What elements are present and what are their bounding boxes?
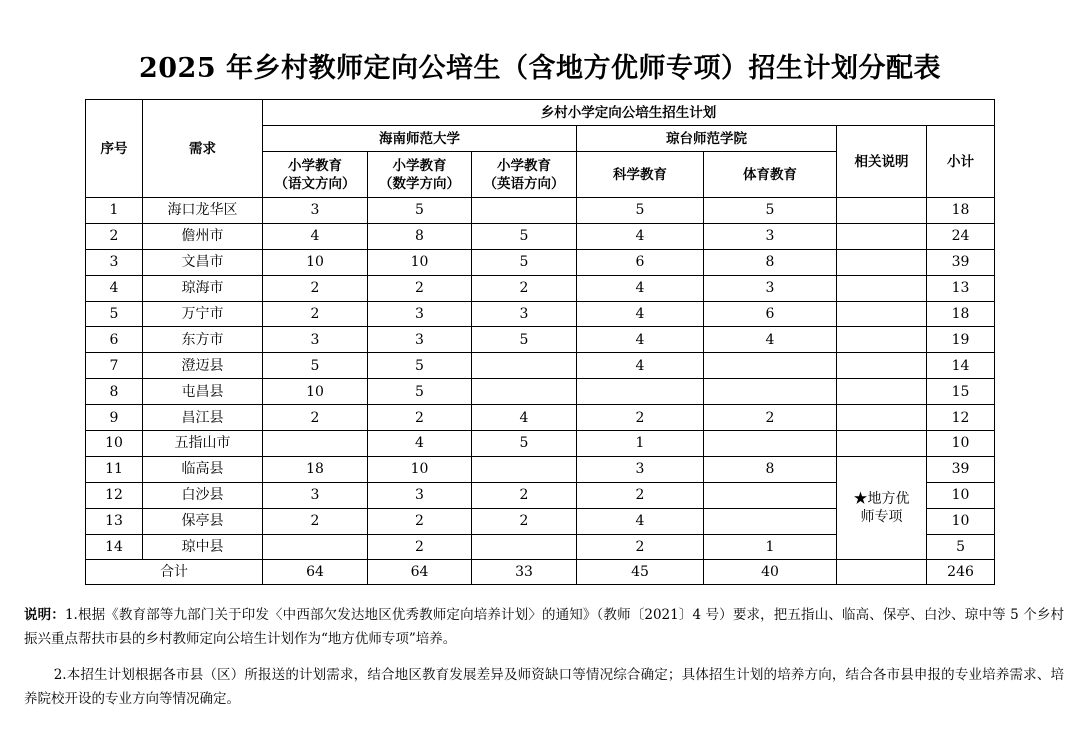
total-subtotal: 246 [927, 560, 995, 585]
cell-pe [704, 482, 837, 508]
cell-pe: 4 [704, 327, 837, 353]
cell-seq: 9 [86, 405, 143, 431]
cell-pe: 1 [704, 534, 837, 560]
cell-science: 2 [577, 482, 704, 508]
cell-english: 2 [472, 275, 577, 301]
cell-english: 2 [472, 508, 577, 534]
cell-math: 3 [368, 327, 472, 353]
cell-remarks [837, 198, 927, 224]
cell-math: 3 [368, 482, 472, 508]
table-row [86, 249, 995, 275]
cell-chinese: 2 [263, 301, 368, 327]
cell-region: 海口龙华区 [143, 198, 263, 224]
cell-subtotal: 15 [927, 379, 995, 405]
cell-chinese: 10 [263, 249, 368, 275]
cell-science: 4 [577, 301, 704, 327]
cell-remarks [837, 379, 927, 405]
cell-science: 2 [577, 534, 704, 560]
cell-science: 4 [577, 353, 704, 379]
cell-math: 3 [368, 301, 472, 327]
cell-remarks [837, 353, 927, 379]
note-item-2: 2.本招生计划根据各市县（区）所报送的计划需求，结合地区教育发展差异及师资缺口等情况综合确定；具体招生计划的培养方向，结合各市县申报的专业培养需求、培养院校开设的专业方向等情况确定。 [24, 667, 1064, 707]
cell-pe [704, 353, 837, 379]
cell-subtotal: 19 [927, 327, 995, 353]
table-row [86, 327, 995, 353]
cell-chinese: 10 [263, 379, 368, 405]
cell-chinese [263, 534, 368, 560]
header-pe: 体育教育 [704, 152, 837, 198]
total-pe: 40 [704, 560, 837, 585]
header-seq: 序号 [86, 100, 143, 198]
cell-seq: 7 [86, 353, 143, 379]
cell-math: 2 [368, 275, 472, 301]
cell-english: 5 [472, 223, 577, 249]
cell-seq: 1 [86, 198, 143, 224]
cell-english: 4 [472, 405, 577, 431]
cell-science: 6 [577, 249, 704, 275]
cell-region: 琼海市 [143, 275, 263, 301]
table-body [86, 198, 995, 585]
cell-region: 白沙县 [143, 482, 263, 508]
cell-english: 2 [472, 482, 577, 508]
total-math: 64 [368, 560, 472, 585]
cell-pe: 3 [704, 223, 837, 249]
cell-math: 10 [368, 249, 472, 275]
cell-pe [704, 508, 837, 534]
header-chinese: 小学教育 （语文方向） [263, 152, 368, 198]
cell-science: 4 [577, 508, 704, 534]
cell-seq: 14 [86, 534, 143, 560]
cell-region: 保亭县 [143, 508, 263, 534]
cell-pe: 8 [704, 456, 837, 482]
cell-english [472, 353, 577, 379]
cell-pe: 5 [704, 198, 837, 224]
enrollment-plan-table [85, 99, 995, 585]
total-english: 33 [472, 560, 577, 585]
table-row [86, 456, 995, 482]
header-remarks: 相关说明 [837, 126, 927, 198]
cell-subtotal: 24 [927, 223, 995, 249]
cell-region: 五指山市 [143, 431, 263, 457]
cell-chinese: 3 [263, 327, 368, 353]
header-science: 科学教育 [577, 152, 704, 198]
total-science: 45 [577, 560, 704, 585]
cell-pe [704, 431, 837, 457]
cell-science: 2 [577, 405, 704, 431]
cell-remarks [837, 223, 927, 249]
cell-remarks [837, 249, 927, 275]
header-demand: 需求 [143, 100, 263, 198]
table-row [86, 198, 995, 224]
cell-science: 5 [577, 198, 704, 224]
cell-seq: 13 [86, 508, 143, 534]
cell-chinese: 3 [263, 482, 368, 508]
total-chinese: 64 [263, 560, 368, 585]
table-row [86, 379, 995, 405]
special-program-note: ★地方优 师专项 [837, 456, 927, 560]
cell-math: 10 [368, 456, 472, 482]
note-label: 说明： [24, 607, 65, 623]
cell-subtotal: 39 [927, 456, 995, 482]
cell-pe [704, 379, 837, 405]
total-label: 合计 [86, 560, 263, 585]
cell-subtotal: 18 [927, 301, 995, 327]
cell-remarks [837, 275, 927, 301]
header-subtotal: 小计 [927, 126, 995, 198]
cell-english [472, 379, 577, 405]
cell-chinese: 2 [263, 275, 368, 301]
table-row [86, 353, 995, 379]
cell-math: 4 [368, 431, 472, 457]
cell-seq: 4 [86, 275, 143, 301]
cell-seq: 6 [86, 327, 143, 353]
cell-subtotal: 39 [927, 249, 995, 275]
cell-english: 3 [472, 301, 577, 327]
cell-pe: 2 [704, 405, 837, 431]
cell-subtotal: 10 [927, 482, 995, 508]
header-english: 小学教育 （英语方向） [472, 152, 577, 198]
cell-seq: 3 [86, 249, 143, 275]
cell-region: 琼中县 [143, 534, 263, 560]
cell-remarks [837, 327, 927, 353]
cell-math: 2 [368, 405, 472, 431]
cell-subtotal: 13 [927, 275, 995, 301]
cell-subtotal: 5 [927, 534, 995, 560]
note-item-1: 说明：1.根据《教育部等九部门关于印发〈中西部欠发达地区优秀教师定向培养计划〉的通知》（教师〔2021〕4 号）要求，把五指山、临高、保亭、白沙、琼中等 5 个乡村振兴重点帮扶市县的乡村教师定向公培生计划作为“地方优师专项”培养。 [24, 607, 1065, 647]
table-row [86, 431, 995, 457]
cell-math: 2 [368, 534, 472, 560]
cell-seq: 10 [86, 431, 143, 457]
cell-english [472, 456, 577, 482]
cell-science: 4 [577, 275, 704, 301]
cell-chinese: 2 [263, 405, 368, 431]
cell-seq: 5 [86, 301, 143, 327]
cell-english [472, 198, 577, 224]
cell-seq: 8 [86, 379, 143, 405]
cell-pe: 3 [704, 275, 837, 301]
header-hainan-normal-university: 海南师范大学 [263, 126, 577, 152]
cell-seq: 2 [86, 223, 143, 249]
cell-english: 5 [472, 249, 577, 275]
cell-pe: 8 [704, 249, 837, 275]
cell-math: 2 [368, 508, 472, 534]
cell-science: 1 [577, 431, 704, 457]
cell-chinese: 5 [263, 353, 368, 379]
cell-remarks [837, 431, 927, 457]
cell-science: 4 [577, 327, 704, 353]
cell-subtotal: 10 [927, 508, 995, 534]
header-plan: 乡村小学定向公培生招生计划 [263, 100, 995, 126]
cell-science: 3 [577, 456, 704, 482]
cell-remarks [837, 405, 927, 431]
total-remarks [837, 560, 927, 585]
cell-math: 5 [368, 379, 472, 405]
cell-region: 屯昌县 [143, 379, 263, 405]
cell-math: 8 [368, 223, 472, 249]
table-row [86, 301, 995, 327]
cell-region: 文昌市 [143, 249, 263, 275]
table-row [86, 405, 995, 431]
cell-science: 4 [577, 223, 704, 249]
cell-math: 5 [368, 198, 472, 224]
cell-chinese [263, 431, 368, 457]
cell-region: 昌江县 [143, 405, 263, 431]
cell-region: 澄迈县 [143, 353, 263, 379]
header-math: 小学教育 （数学方向） [368, 152, 472, 198]
cell-region: 万宁市 [143, 301, 263, 327]
cell-chinese: 4 [263, 223, 368, 249]
cell-region: 儋州市 [143, 223, 263, 249]
cell-science [577, 379, 704, 405]
cell-math: 5 [368, 353, 472, 379]
cell-english: 5 [472, 431, 577, 457]
total-row [86, 560, 995, 585]
table-row [86, 223, 995, 249]
cell-seq: 11 [86, 456, 143, 482]
cell-region: 临高县 [143, 456, 263, 482]
cell-subtotal: 18 [927, 198, 995, 224]
cell-pe: 6 [704, 301, 837, 327]
cell-english: 5 [472, 327, 577, 353]
document-title: 2025 年乡村教师定向公培生（含地方优师专项）招生计划分配表 [138, 53, 942, 84]
cell-subtotal: 10 [927, 431, 995, 457]
cell-remarks [837, 301, 927, 327]
cell-english [472, 534, 577, 560]
cell-subtotal: 12 [927, 405, 995, 431]
cell-seq: 12 [86, 482, 143, 508]
cell-chinese: 18 [263, 456, 368, 482]
cell-chinese: 2 [263, 508, 368, 534]
header-qiongtai-normal-college: 琼台师范学院 [577, 126, 837, 152]
cell-subtotal: 14 [927, 353, 995, 379]
cell-chinese: 3 [263, 198, 368, 224]
cell-region: 东方市 [143, 327, 263, 353]
table-row [86, 275, 995, 301]
